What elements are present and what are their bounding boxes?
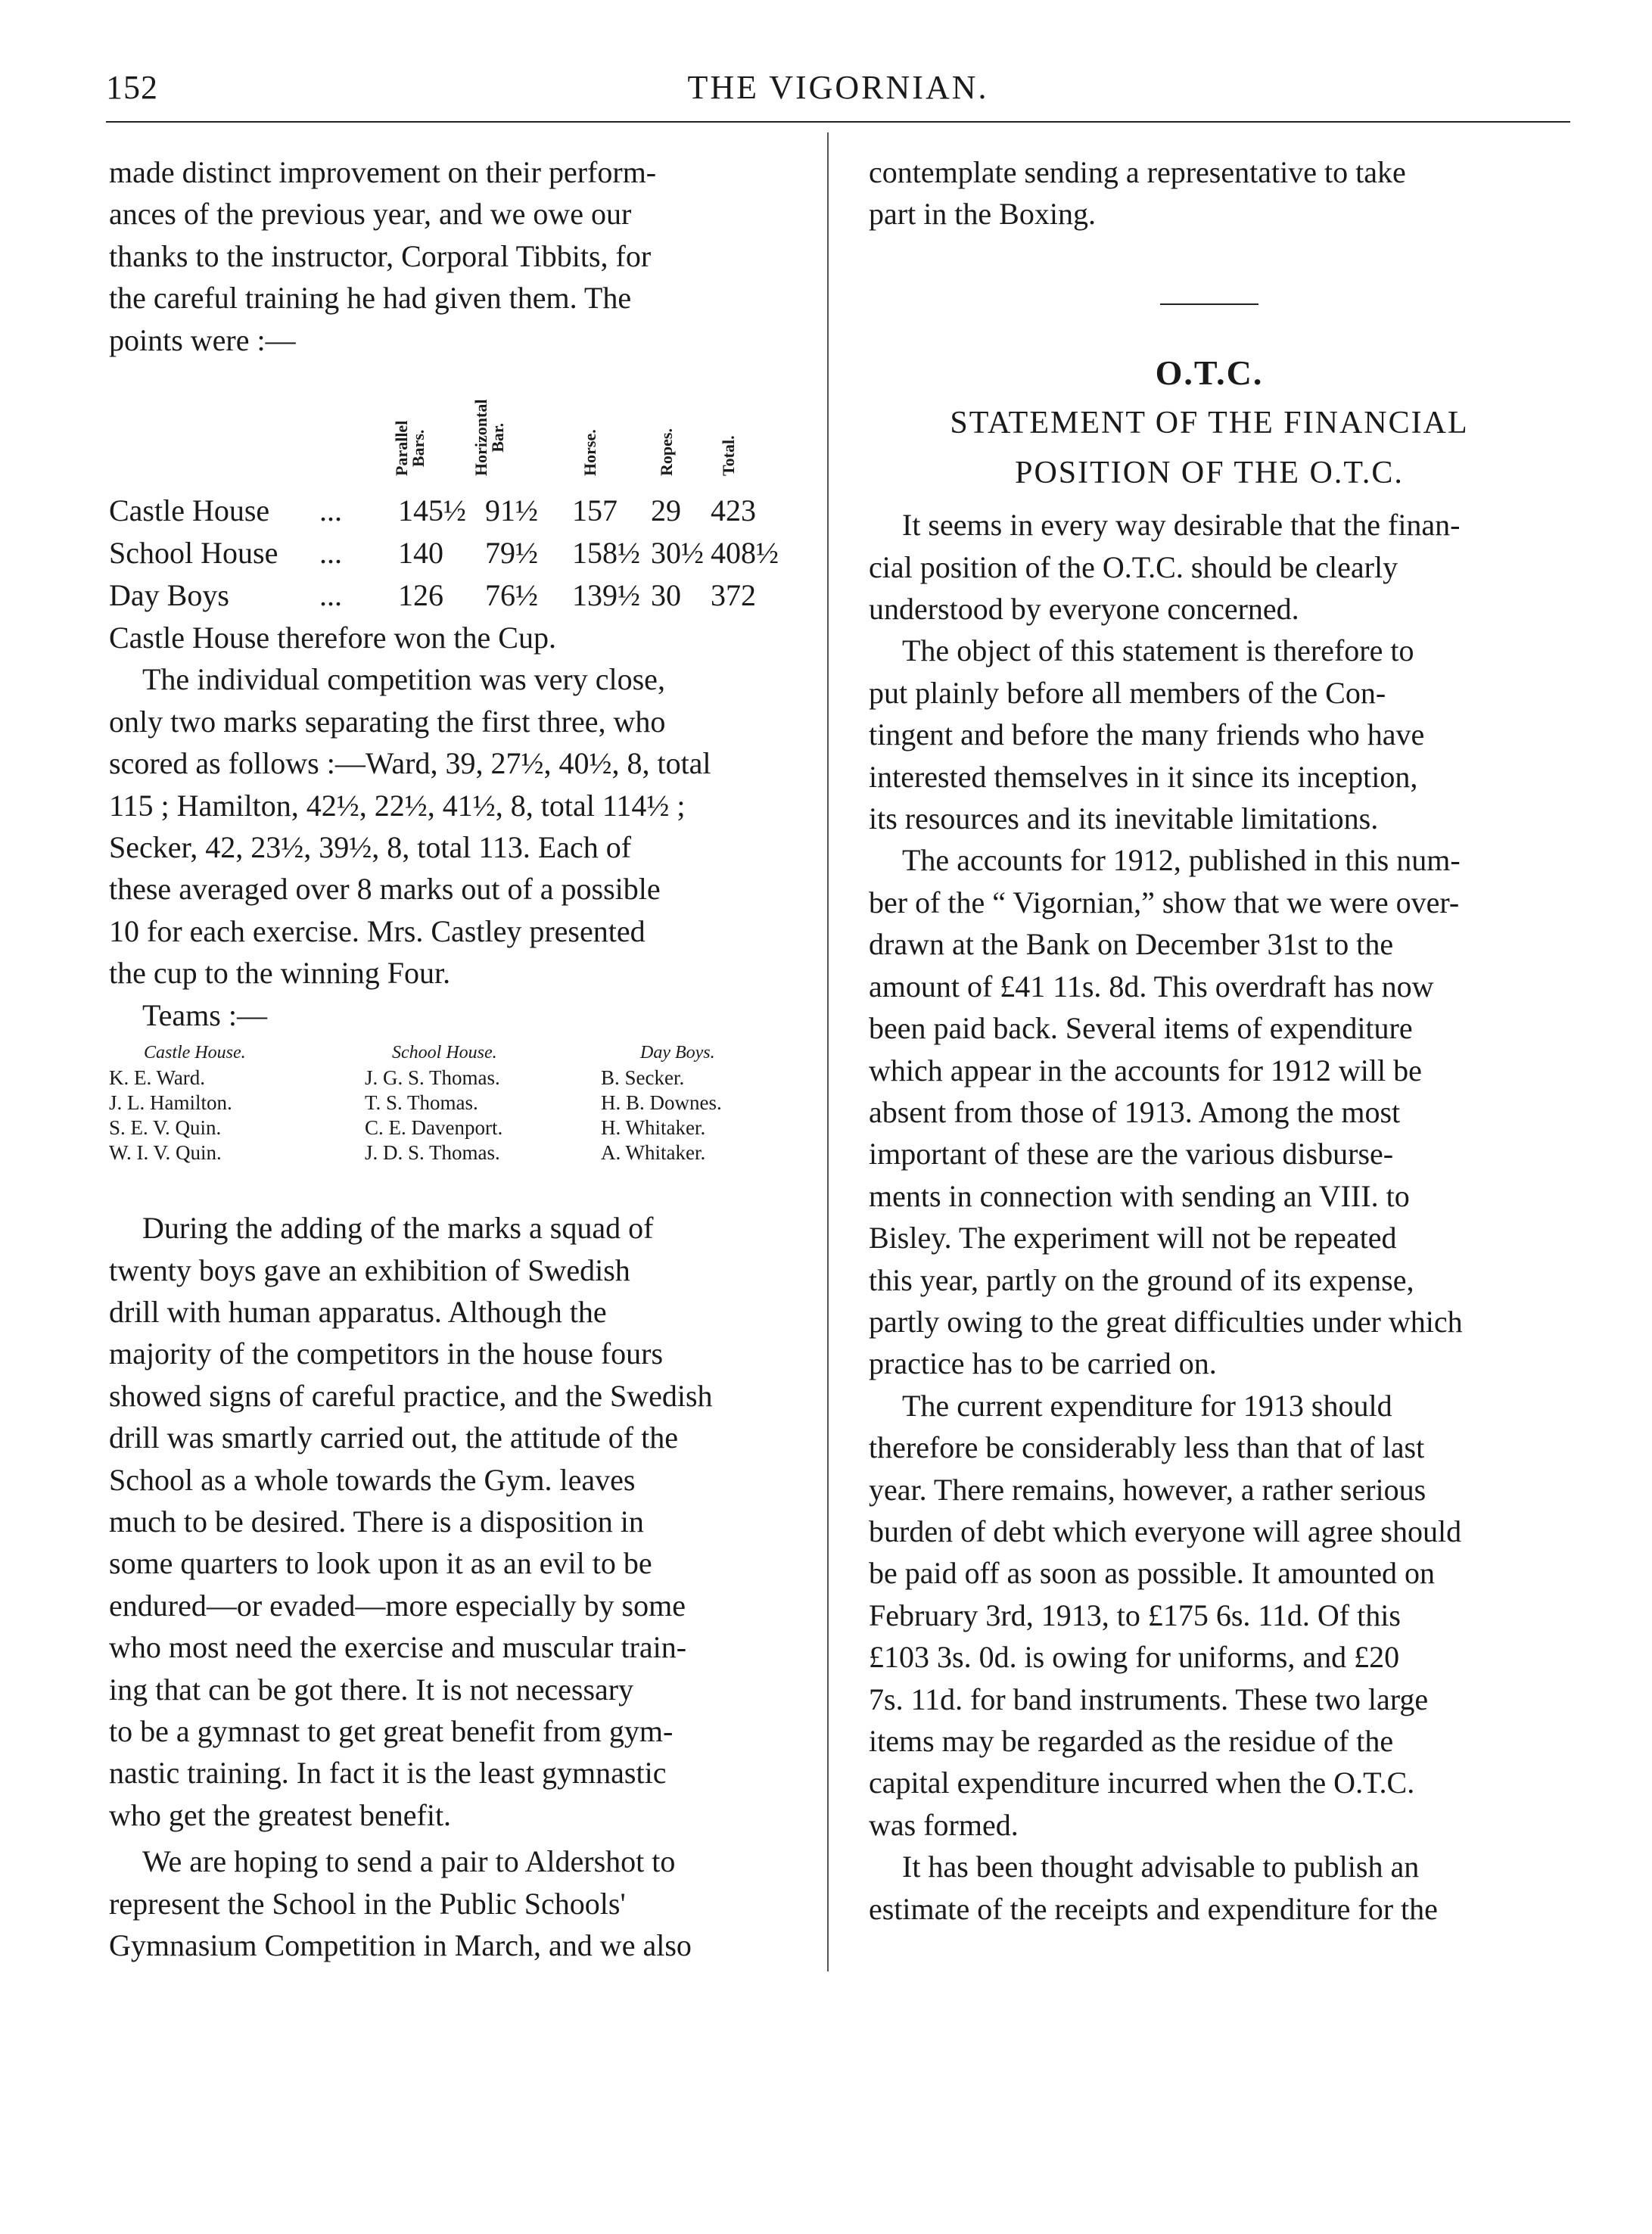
table-cell: 157 <box>572 493 618 528</box>
team-heading: Day Boys. <box>640 1043 715 1063</box>
team-member: C. E. Davenport. <box>365 1116 503 1140</box>
text-line: showed signs of careful practice, and the Swedish <box>109 1378 713 1413</box>
text-line: cial position of the O.T.C. should be clearly <box>869 549 1398 584</box>
team-member: H. Whitaker. <box>601 1116 706 1140</box>
text-line: ments in connection with sending an VIII. to <box>869 1178 1410 1213</box>
text-line: estimate of the receipts and expenditure for the <box>869 1891 1438 1926</box>
text-line: important of these are the various disburse- <box>869 1137 1394 1171</box>
text-line: The accounts for 1912, published in this num- <box>902 843 1461 878</box>
text-line: Secker, 42, 23½, 39½, 8, total 113. Each of <box>109 830 632 865</box>
team-member: S. E. V. Quin. <box>109 1116 222 1140</box>
team-member: T. S. Thomas. <box>365 1091 478 1115</box>
paragraph <box>869 151 1550 235</box>
text-line: POSITION OF THE O.T.C. <box>1015 456 1404 491</box>
team-member: W. I. V. Quin. <box>109 1141 222 1165</box>
text-line: twenty boys gave an exhibition of Swedish <box>109 1252 630 1287</box>
text-line: contemplate sending a representative to take <box>869 155 1406 189</box>
paragraph <box>109 1207 786 1836</box>
dots: ... <box>319 578 342 613</box>
text-line: burden of debt which everyone will agree should <box>869 1514 1462 1548</box>
text-line: £103 3s. 0d. is owing for uniforms, and £20 <box>869 1640 1400 1675</box>
column-header: Horse. <box>580 429 599 477</box>
text-line: It has been thought advisable to publish an <box>902 1850 1420 1884</box>
text-line: amount of £41 11s. 8d. This overdraft has now <box>869 969 1434 1003</box>
text-line: points were :— <box>109 322 296 357</box>
paragraph: Castle House therefore won the Cup. <box>109 621 556 655</box>
text-line: tingent and before the many friends who have <box>869 717 1425 752</box>
team-member: A. Whitaker. <box>601 1141 706 1165</box>
text-line: year. There remains, however, a rather serious <box>869 1472 1426 1507</box>
text-line: interested themselves in it since its inception, <box>869 759 1418 794</box>
text-line: STATEMENT OF THE FINANCIAL <box>950 406 1469 441</box>
text-line: partly owing to the great difficulties under which <box>869 1304 1463 1339</box>
section-title: O.T.C. <box>1155 353 1264 392</box>
paragraph <box>869 1385 1550 1846</box>
paragraph <box>109 151 786 361</box>
teams-label: Teams :— <box>142 997 267 1032</box>
table-row <box>109 532 786 574</box>
text-line: endured—or evaded—more especially by some <box>109 1588 686 1623</box>
text-line: scored as follows :—Ward, 39, 27½, 40½, 8, total <box>109 746 711 781</box>
table-cell: 79½ <box>485 536 538 571</box>
text-line: During the adding of the marks a squad of <box>142 1211 654 1246</box>
column-header: Parallel Bars. <box>392 420 428 477</box>
paragraph <box>869 1846 1550 1930</box>
paragraph <box>869 630 1550 839</box>
text-line: nastic training. In fact it is the least gymnastic <box>109 1756 667 1791</box>
page-number: 152 <box>106 69 158 106</box>
text-line: ber of the “ Vigornian,” show that we were over- <box>869 885 1460 919</box>
text-line: only two marks separating the first three, who <box>109 704 666 739</box>
text-line: February 3rd, 1913, to £175 6s. 11d. Of this <box>869 1598 1401 1632</box>
team-column <box>109 1041 246 1165</box>
header-rule <box>106 121 1570 123</box>
text-line: much to be desired. There is a disposition in <box>109 1504 644 1539</box>
table-cell: 30 <box>651 578 681 613</box>
text-line: drill with human apparatus. Although the <box>109 1294 607 1329</box>
paragraph <box>109 658 786 994</box>
text-line: Gymnasium Competition in March, and we also <box>109 1928 692 1962</box>
table-cell: 91½ <box>485 493 538 528</box>
team-member: H. B. Downes. <box>601 1091 722 1115</box>
column-divider <box>827 132 829 1971</box>
dots: ... <box>319 493 342 528</box>
dots: ... <box>319 536 342 571</box>
text-line: ing that can be got there. It is not necessary <box>109 1672 634 1707</box>
page-header <box>106 68 1570 121</box>
team-member: J. L. Hamilton. <box>109 1091 232 1115</box>
text-line: The individual competition was very close, <box>142 662 665 697</box>
table-cell: 408½ <box>711 536 779 571</box>
house-name: School House <box>109 536 278 571</box>
text-line: thanks to the instructor, Corporal Tibbits, for <box>109 238 652 273</box>
table-cell: 145½ <box>398 493 466 528</box>
text-line: the cup to the winning Four. <box>109 956 451 991</box>
table-cell: 158½ <box>572 536 640 571</box>
section-rule <box>1160 303 1258 305</box>
text-line: was formed. <box>869 1807 1019 1842</box>
team-column <box>601 1041 722 1165</box>
text-line: absent from those of 1913. Among the most <box>869 1094 1401 1129</box>
table-cell: 139½ <box>572 578 640 613</box>
right-column <box>869 151 1550 1930</box>
text-line: It seems in every way desirable that the finan- <box>902 508 1461 543</box>
team-heading: Castle House. <box>144 1043 246 1063</box>
team-member: K. E. Ward. <box>109 1066 206 1090</box>
text-line: 115 ; Hamilton, 42½, 22½, 41½, 8, total 114½ ; <box>109 788 686 823</box>
text-line: drill was smartly carried out, the attitude of the <box>109 1420 678 1455</box>
text-line: who get the greatest benefit. <box>109 1797 452 1832</box>
text-line: represent the School in the Public Schools' <box>109 1886 626 1921</box>
text-line: ances of the previous year, and we owe our <box>109 197 632 232</box>
text-line: this year, partly on the ground of its expense, <box>869 1262 1414 1297</box>
house-name: Castle House <box>109 493 270 528</box>
table-cell: 76½ <box>485 578 538 613</box>
column-header: Total. <box>719 435 738 477</box>
text-line: School as a whole towards the Gym. leaves <box>109 1462 636 1497</box>
text-line: therefore be considerably less than that of last <box>869 1430 1425 1465</box>
text-line: the careful training he had given them. The <box>109 281 632 316</box>
left-column <box>109 151 786 1966</box>
score-table-body <box>109 490 786 617</box>
team-member: J. D. S. Thomas. <box>365 1141 500 1165</box>
house-name: Day Boys <box>109 578 229 613</box>
text-line: these averaged over 8 marks out of a possible <box>109 872 661 907</box>
team-column <box>365 1041 502 1165</box>
text-line: We are hoping to send a pair to Aldershot to <box>142 1844 676 1879</box>
paragraph <box>109 1840 786 1966</box>
text-line: who most need the exercise and muscular train- <box>109 1630 687 1665</box>
running-title: THE VIGORNIAN. <box>687 69 989 106</box>
column-header: Horizontal Bar. <box>471 399 507 477</box>
text-line: drawn at the Bank on December 31st to the <box>869 927 1394 962</box>
paragraph <box>869 504 1550 630</box>
text-line: its resources and its inevitable limitations. <box>869 801 1379 836</box>
table-cell: 140 <box>398 536 443 571</box>
text-line: practice has to be carried on. <box>869 1346 1217 1381</box>
text-line: to be a gymnast to get great benefit from gym- <box>109 1713 674 1748</box>
text-line: Bisley. The experiment will not be repeated <box>869 1221 1397 1255</box>
table-cell: 423 <box>711 493 756 528</box>
text-line: some quarters to look upon it as an evil to be <box>109 1546 652 1581</box>
table-cell: 372 <box>711 578 756 613</box>
text-line: 10 for each exercise. Mrs. Castley presented <box>109 913 646 948</box>
section-subtitle <box>869 398 1550 498</box>
text-line: put plainly before all members of the Con- <box>869 675 1386 710</box>
table-cell: 126 <box>398 578 443 613</box>
text-line: The current expenditure for 1913 should <box>902 1388 1392 1423</box>
text-line: majority of the competitors in the house fours <box>109 1336 664 1371</box>
table-row <box>109 574 786 617</box>
text-line: made distinct improvement on their perform- <box>109 155 657 189</box>
column-header: Ropes. <box>657 428 676 477</box>
text-line: items may be regarded as the residue of the <box>869 1724 1394 1758</box>
text-line: which appear in the accounts for 1912 will be <box>869 1053 1422 1087</box>
text-line: part in the Boxing. <box>869 197 1096 232</box>
text-line: understood by everyone concerned. <box>869 592 1299 627</box>
team-member: J. G. S. Thomas. <box>365 1066 500 1090</box>
table-cell: 29 <box>651 493 681 528</box>
text-line: The object of this statement is therefore to <box>902 633 1414 668</box>
table-row <box>109 490 786 532</box>
text-line: been paid back. Several items of expenditure <box>869 1011 1413 1046</box>
teams-list <box>109 1041 786 1207</box>
score-table-header <box>109 369 786 490</box>
table-cell: 30½ <box>651 536 704 571</box>
team-heading: School House. <box>392 1043 497 1063</box>
text-line: be paid off as soon as possible. It amounted on <box>869 1556 1436 1591</box>
paragraph <box>869 839 1550 1384</box>
team-member: B. Secker. <box>601 1066 685 1090</box>
text-line: 7s. 11d. for band instruments. These two large <box>869 1682 1429 1716</box>
text-line: capital expenditure incurred when the O.T.C. <box>869 1766 1415 1800</box>
